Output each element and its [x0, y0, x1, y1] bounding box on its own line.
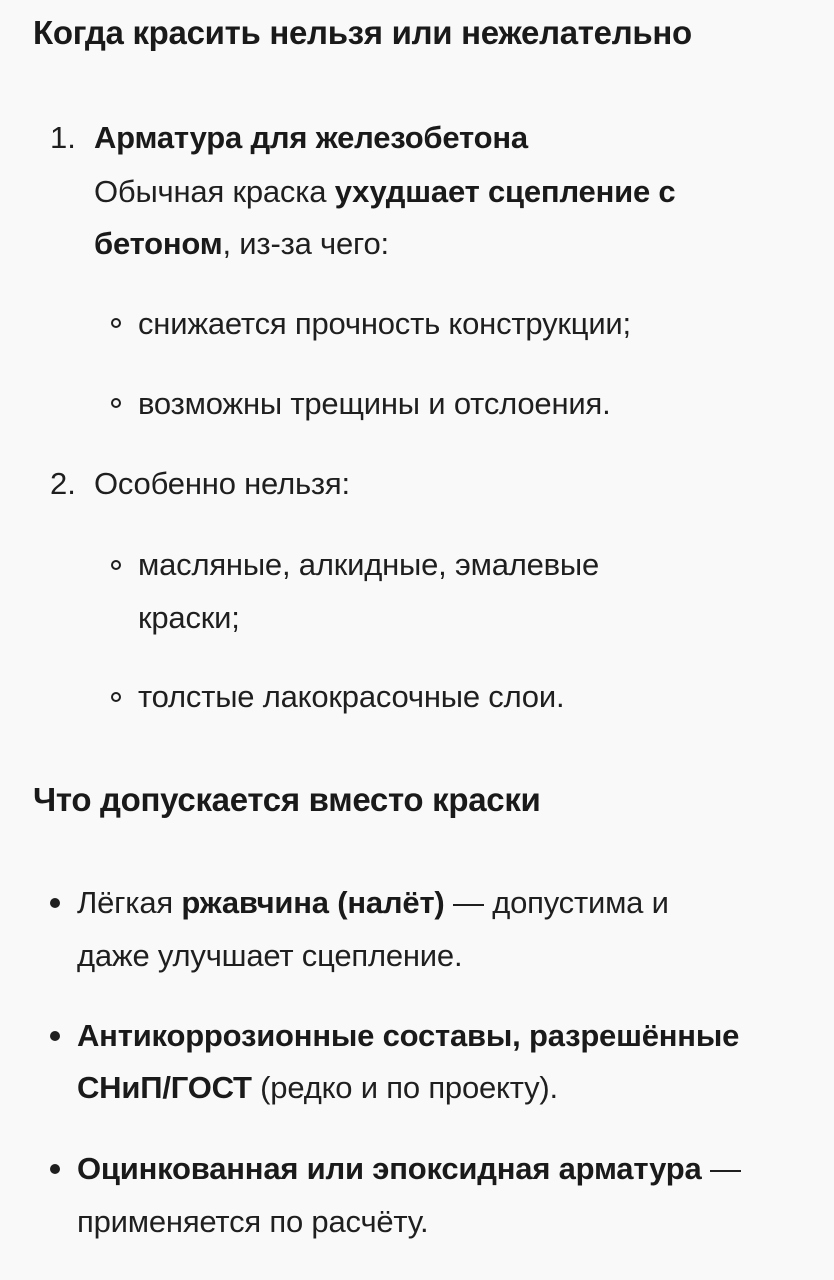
disc-bullet-icon — [50, 1031, 60, 1041]
bullet-galvanized-line1 — [77, 1151, 741, 1187]
sub-item-paints-line1: масляные, алкидные, эмалевые — [138, 547, 600, 582]
circle-bullet-icon — [111, 560, 121, 570]
section-heading-when-not-to-paint: Когда красить нельзя или нежелательно — [33, 14, 692, 51]
bullet-anticorrosion-line1: Антикоррозионные составы, разрешённые — [77, 1018, 740, 1053]
bullet-bold-galvanized: Оцинкованная или эпоксидная арматура — [77, 1151, 702, 1186]
desc-text-tail: , из-за чего: — [222, 226, 389, 261]
bullet-text-dash: — — [701, 1151, 741, 1186]
list-number-2: 2. — [50, 466, 76, 501]
desc-bold: ухудшает сцепление с — [334, 174, 676, 209]
bullet-rust-line1 — [77, 885, 669, 921]
sub-item-strength: снижается прочность конструкции; — [138, 306, 631, 341]
bullet-text-tail: (редко и по проекту). — [251, 1070, 558, 1105]
sub-item-cracks: возможны трещины и отслоения. — [138, 386, 611, 421]
bullet-text: Лёгкая — [77, 885, 182, 920]
item-desc-line1 — [94, 174, 675, 210]
circle-bullet-icon — [111, 398, 121, 408]
item-title-especially: Особенно нельзя: — [94, 466, 350, 501]
circle-bullet-icon — [111, 692, 121, 702]
bullet-galvanized-line2: применяется по расчёту. — [77, 1204, 429, 1239]
bullet-bold-snip: СНиП/ГОСТ — [77, 1070, 252, 1105]
item-title-rebar: Арматура для железобетона — [94, 120, 528, 155]
item-desc-line2 — [94, 226, 389, 262]
bullet-rust-line2: даже улучшает сцепление. — [77, 938, 463, 973]
disc-bullet-icon — [50, 898, 60, 908]
section-heading-allowed-instead: Что допускается вместо краски — [33, 781, 541, 818]
bullet-bold-rust: ржавчина (налёт) — [181, 885, 445, 920]
list-number-1: 1. — [50, 120, 76, 155]
circle-bullet-icon — [111, 318, 121, 328]
bullet-anticorrosion-line2 — [77, 1070, 558, 1106]
bullet-text-tail: — допустима и — [444, 885, 669, 920]
desc-text: Обычная краска — [94, 174, 335, 209]
disc-bullet-icon — [50, 1164, 60, 1174]
desc-bold-concrete: бетоном — [94, 226, 223, 261]
sub-item-thick-layers: толстые лакокрасочные слои. — [138, 679, 565, 714]
sub-item-paints-line2: краски; — [138, 600, 240, 635]
